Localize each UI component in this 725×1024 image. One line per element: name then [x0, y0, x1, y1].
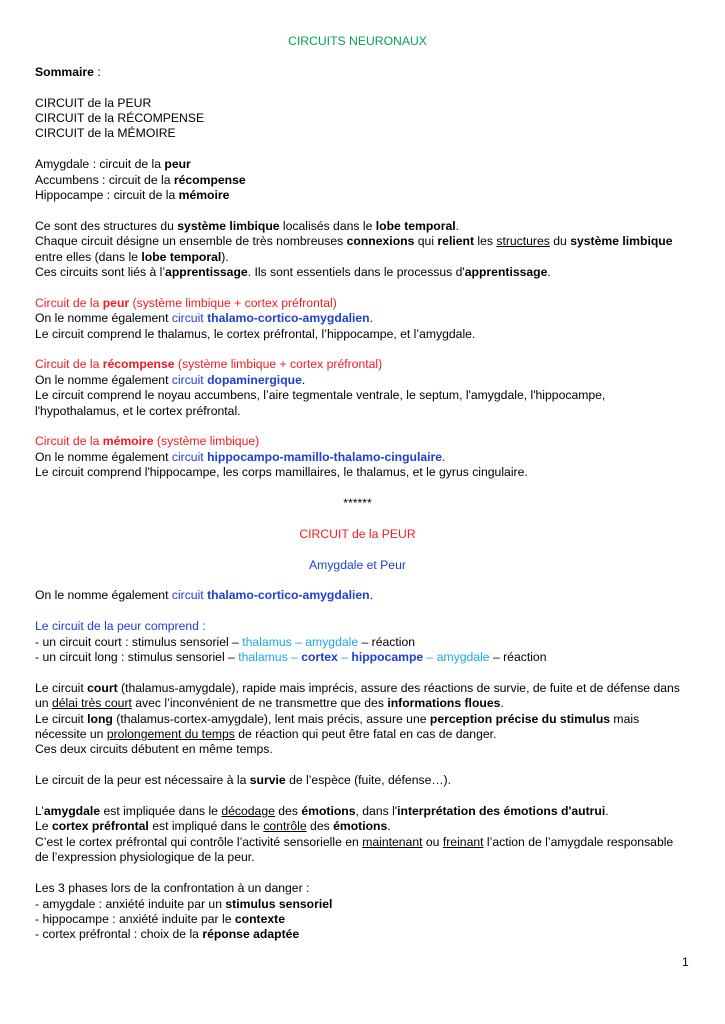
- circuit-heading-peur: Circuit de la peur (système limbique + cortex préfrontal): [35, 295, 337, 310]
- sommaire-heading: Sommaire :: [35, 64, 101, 79]
- circuit-name-line: On le nomme également circuit thalamo-cortico-amygdalien.: [35, 588, 373, 603]
- circuit-description: Le circuit comprend le thalamus, le cortex préfrontal, l’hippocampe, et l’amygdale.: [35, 326, 476, 341]
- structure-line: Hippocampe : circuit de la mémoire: [35, 188, 230, 203]
- paragraph-cortex: Le cortex préfrontal est impliqué dans le contrôle des émotions.: [35, 819, 391, 834]
- circuit-heading-memoire: Circuit de la mémoire (système limbique): [35, 434, 260, 449]
- circuit-long-line: - un circuit long : stimulus sensoriel – thalamus – cortex – hippocampe – amygdale – réaction: [35, 650, 547, 665]
- sommaire-item: CIRCUIT de la RÉCOMPENSE: [35, 111, 205, 125]
- intro-paragraph: Ce sont des structures du système limbique localisés dans le lobe temporal.: [35, 218, 460, 233]
- circuit-description: Le circuit comprend le noyau accumbens, l’aire tegmentale ventrale, le septum, l'amygdale, l'hippocampe, l'hypothalamus, et le cortex préfrontal.: [35, 388, 606, 418]
- paragraph-court-long: Le circuit court (thalamus-amygdale), rapide mais imprécis, assure des réactions de survie, de fuite et de défense dans un délai très court avec l’inconvénient de ne transmettre que des informations floues.: [35, 680, 680, 711]
- intro-paragraph: Ces circuits sont liés à l’apprentissage. Ils sont essentiels dans le processus d'apprentissage.: [35, 265, 551, 280]
- paragraph-court-long: Le circuit long (thalamus-cortex-amygdale), lent mais précis, assure une perception précise du stimulus mais nécessite un prolongement du temps de réaction qui peut être fatal en cas de danger.: [35, 711, 640, 742]
- circuit-description: Le circuit comprend l'hippocampe, les corps mamillaires, le thalamus, et le gyrus cingulaire.: [35, 465, 528, 480]
- paragraph-amygdale: L’amygdale est impliquée dans le décodage des émotions, dans l'interprétation des émotions d'autrui.: [35, 804, 609, 819]
- paragraph-controle: C’est le cortex préfrontal qui contrôle l’activité sensorielle en maintenant ou freinant l’action de l’amygdale responsable de l’expression physiologique de la peur.: [35, 834, 674, 865]
- phase-item: - amygdale : anxiété induite par un stimulus sensoriel: [35, 896, 333, 911]
- paragraph-court-long: Ces deux circuits débutent en même temps.: [35, 742, 273, 757]
- sommaire-item: CIRCUIT de la PEUR: [35, 95, 152, 110]
- page-title: CIRCUITS NEURONAUX: [288, 34, 427, 48]
- page-number: 1: [682, 955, 689, 969]
- structure-line: Amygdale : circuit de la peur: [35, 157, 191, 172]
- circuit-court-line: - un circuit court : stimulus sensoriel – thalamus – amygdale – réaction: [35, 634, 416, 649]
- structure-line: Accumbens : circuit de la récompense: [35, 172, 246, 187]
- comprend-heading: Le circuit de la peur comprend :: [35, 619, 206, 634]
- section-title: CIRCUIT de la PEUR: [299, 526, 416, 541]
- circuit-name-line: On le nomme également circuit hippocampo-mamillo-thalamo-cingulaire.: [35, 449, 446, 464]
- intro-paragraph: Chaque circuit désigne un ensemble de très nombreuses connexions qui relient les structures du système limbique entre elles (dans le lobe temporal).: [35, 234, 673, 264]
- circuit-name-line: On le nomme également circuit dopaminergique.: [35, 372, 306, 387]
- phase-item: - hippocampe : anxiété induite par le contexte: [35, 911, 285, 926]
- circuit-heading-recompense: Circuit de la récompense (système limbique + cortex préfrontal): [35, 357, 383, 372]
- section-subtitle: Amygdale et Peur: [309, 557, 406, 572]
- phase-item: - cortex préfrontal : choix de la réponse adaptée: [35, 927, 300, 942]
- document-page: [35, 34, 680, 943]
- sommaire-item: CIRCUIT de la MÉMOIRE: [35, 126, 176, 141]
- phases-intro: Les 3 phases lors de la confrontation à un danger :: [35, 881, 310, 896]
- separator: ******: [343, 496, 372, 511]
- paragraph-survie: Le circuit de la peur est nécessaire à la survie de l’espèce (fuite, défense…).: [35, 773, 451, 788]
- circuit-name-line: On le nomme également circuit thalamo-cortico-amygdalien.: [35, 311, 373, 326]
